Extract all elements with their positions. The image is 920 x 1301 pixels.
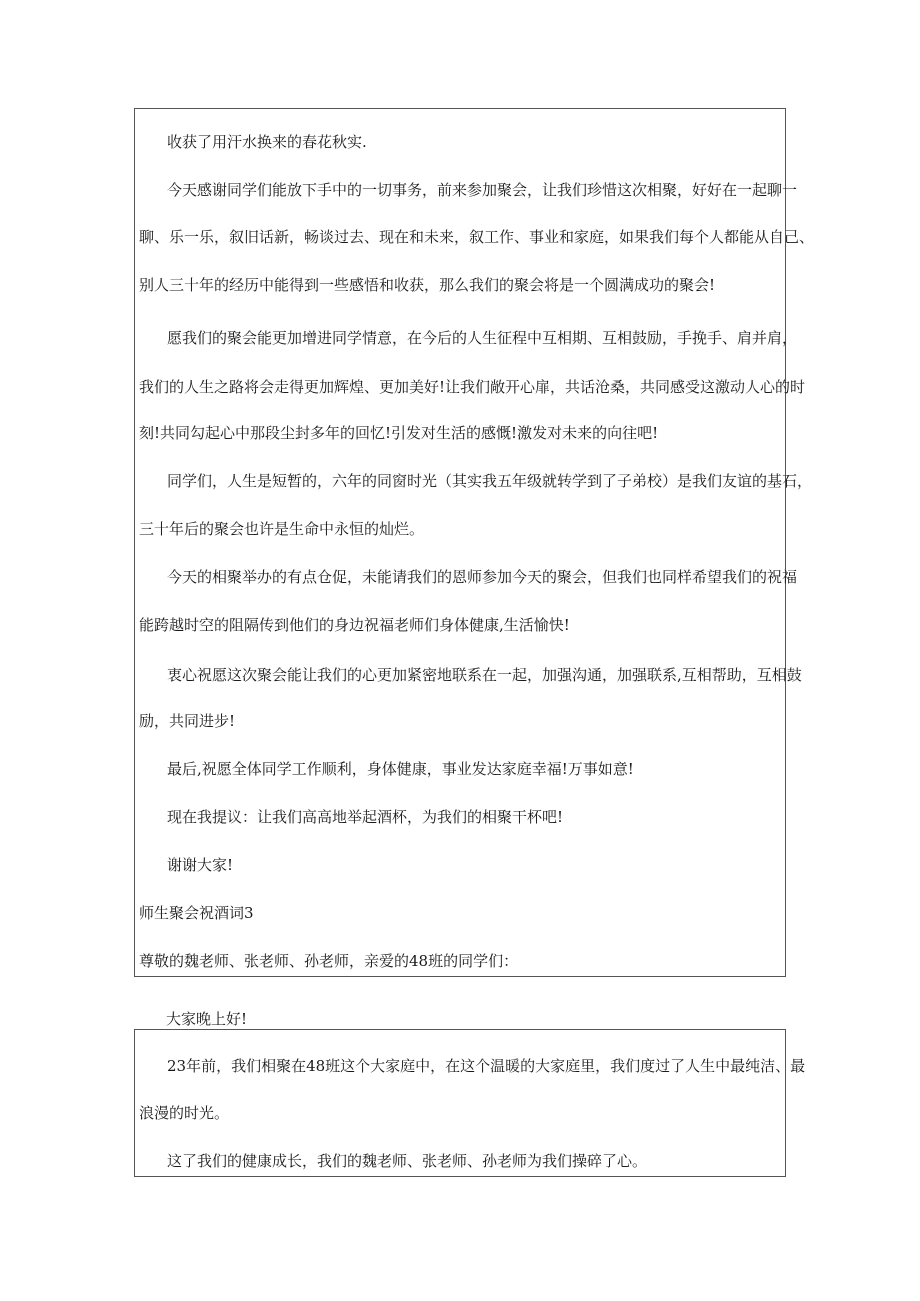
greeting-line: 大家晚上好! [166,1010,248,1028]
text-line: 23年前，我们相聚在48班这个大家庭中，在这个温暖的大家庭里，我们度过了人生中最纯洁、最 [167,1057,806,1075]
text-line: 这了我们的健康成长，我们的魏老师、张老师、孙老师为我们操碎了心。 [167,1152,648,1170]
text-line: 别人三十年的经历中能得到一些感悟和收获，那么我们的聚会将是一个圆满成功的聚会! [139,276,716,294]
text-line: 现在我提议：让我们高高地举起酒杯，为我们的相聚干杯吧! [167,808,564,826]
text-line: 同学们，人生是短暂的，六年的同窗时光（其实我五年级就转学到了子弟校）是我们友谊的基石， [167,472,813,490]
text-line: 今天感谢同学们能放下手中的一切事务，前来参加聚会，让我们珍惜这次相聚，好好在一起聊一 [167,181,798,199]
section-heading: 师生聚会祝酒词3 [139,904,254,922]
text-line: 刻!共同勾起心中那段尘封多年的回忆!引发对生活的感慨!激发对未来的向往吧! [139,424,659,442]
content-box-1 [134,108,815,977]
text-line: 衷心祝愿这次聚会能让我们的心更加紧密地联系在一起，加强沟通，加强联系,互相帮助，互相鼓 [167,666,802,684]
text-line: 励，共同进步! [139,712,236,730]
text-line: 今天的相聚举办的有点仓促，未能请我们的恩师参加今天的聚会，但我们也同样希望我们的祝福 [167,568,798,586]
text-line: 浪漫的时光。 [139,1104,230,1122]
text-line: 愿我们的聚会能更加增进同学情意，在今后的人生征程中互相期、互相鼓励，手挽手、肩并肩， [167,329,798,347]
text-line: 收获了用汗水换来的春花秋实. [167,133,367,151]
text-line: 能跨越时空的阻隔传到他们的身边祝福老师们身体健康,生活愉快! [139,616,570,634]
text-line: 聊、乐一乐，叙旧话新，畅谈过去、现在和未来，叙工作、事业和家庭，如果我们每个人都能从自己、 [139,228,815,246]
text-line: 最后,祝愿全体同学工作顺利，身体健康，事业发达家庭幸福!万事如意! [167,760,634,778]
text-line: 尊敬的魏老师、张老师、孙老师，亲爱的48班的同学们： [139,952,519,970]
text-line: 谢谢大家! [167,856,234,874]
text-line: 我们的人生之路将会走得更加辉煌、更加美好!让我们敞开心扉，共话沧桑，共同感受这激动人心的时 [139,378,806,396]
text-line: 三十年后的聚会也许是生命中永恒的灿烂。 [139,520,425,538]
content-box-2 [134,1029,806,1177]
